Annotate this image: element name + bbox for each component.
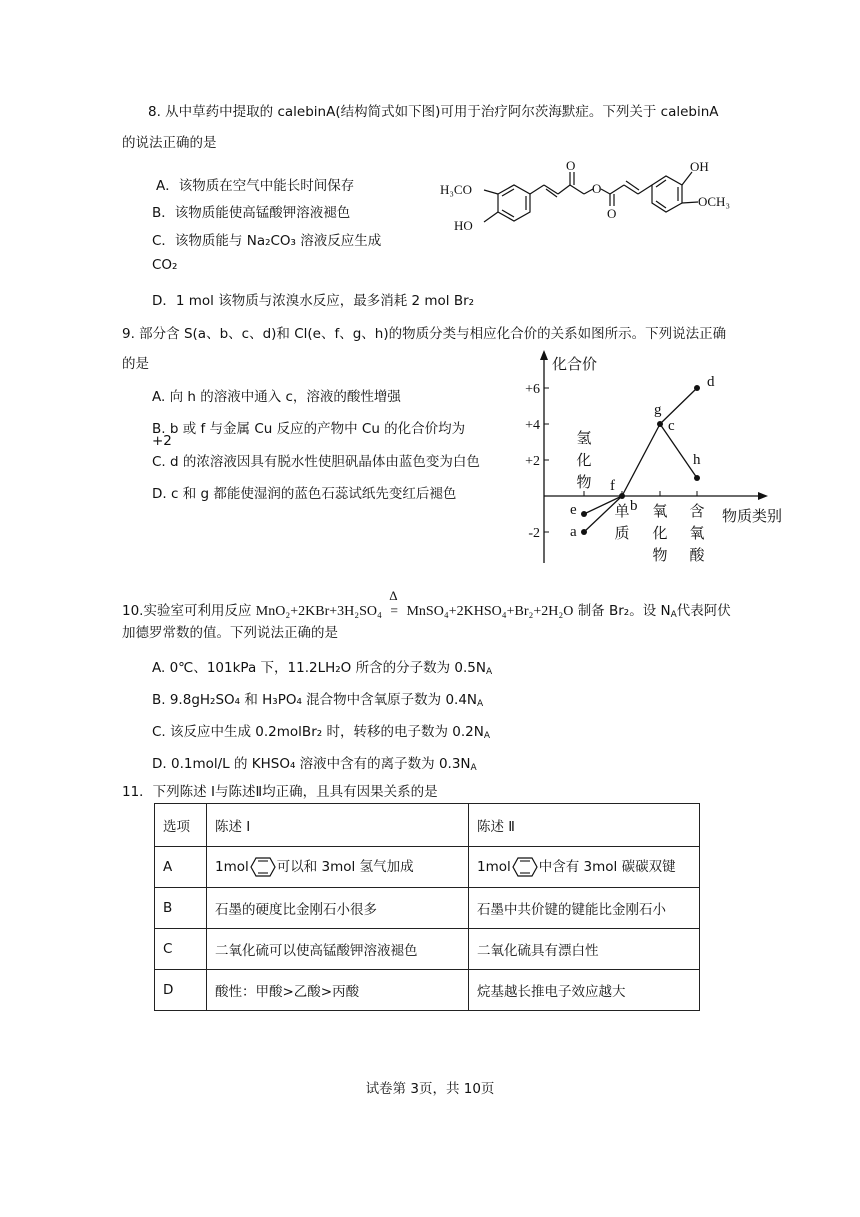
table-header-row <box>155 804 700 847</box>
category-label: 化 <box>576 451 592 469</box>
category-label: 氧 <box>689 524 705 542</box>
page-footer: 试卷第 3页，共 10页 <box>365 1081 495 1097</box>
category-label: 氢 <box>576 429 592 447</box>
statement-text: 可以和 3mol 氢气加成 <box>276 859 414 875</box>
row-option: A <box>155 847 207 888</box>
q8-option-a: A．该物质在空气中能长时间保存 <box>156 178 355 194</box>
category-label: 物 <box>576 473 592 491</box>
equals-sign: = <box>390 603 398 618</box>
table-row <box>155 970 700 1011</box>
q10-option-c <box>152 720 490 741</box>
y-tick-label: +2 <box>525 454 540 469</box>
q8-stem-line2: 的说法正确的是 <box>122 135 217 151</box>
valence-chart <box>510 348 800 566</box>
q9-stem-line1: 9. 部分含 S(a、b、c、d)和 Cl(e、f、g、h)的物质分类与相应化合价的关系如图所示。下列说法正确 <box>122 326 727 342</box>
point-label: c <box>668 418 675 434</box>
q10-stem-suffix2: 代表阿伏 <box>676 603 731 619</box>
y-tick-label: +4 <box>525 418 540 433</box>
q10-stem-suffix: 制备 Br₂。设 N <box>577 603 671 619</box>
table-row <box>155 847 700 888</box>
category-label: 单 <box>614 502 630 520</box>
table-row <box>155 888 700 929</box>
point-label: b <box>630 498 638 514</box>
x-axis-arrow <box>758 492 768 500</box>
struct-ester-co: O <box>607 206 617 221</box>
category-label: 氧 <box>652 502 668 520</box>
data-point <box>581 529 587 535</box>
q9-option-c: C. d 的浓溶液因具有脱水性使胆矾晶体由蓝色变为白色 <box>152 454 480 470</box>
header-option: 选项 <box>155 804 207 847</box>
q9-option-a: A. 向 h 的溶液中通入 c，溶液的酸性增强 <box>152 389 401 405</box>
struct-left-ho: HO <box>454 218 473 233</box>
data-point <box>657 421 663 427</box>
q9-option-b-cont: +2 <box>152 433 172 449</box>
q9-option-d: D. c 和 g 都能使湿润的蓝色石蕊试纸先变红后褪色 <box>152 486 457 502</box>
q10-reaction-left: MnO₂+2KBr+3H₂SO₄ <box>255 604 382 619</box>
q10-option-b-text: B. 9.8gH₂SO₄ 和 H₃PO₄ 混合物中含氧原子数为 0.4N <box>152 692 478 708</box>
point-label: a <box>570 524 577 540</box>
amount-text: 1mol <box>477 859 511 875</box>
connector-line <box>660 424 697 478</box>
point-label: f <box>610 478 615 494</box>
na-subscript: A <box>483 731 490 741</box>
q8-option-d: D．1 mol 该物质与浓溴水反应，最多消耗 2 mol Br₂ <box>152 293 475 309</box>
heat-symbol: Δ <box>389 588 398 603</box>
row-option: D <box>155 970 207 1011</box>
q10-option-d-text: D. 0.1mol/L 的 KHSO₄ 溶液中含有的离子数为 0.3N <box>152 756 471 772</box>
q10-reaction-condition <box>386 588 402 619</box>
struct-left-meo: H₃CO <box>440 182 472 197</box>
y-tick-label: +6 <box>525 382 540 397</box>
row-statement-1: 石墨的硬度比金刚石小很多 <box>207 888 469 929</box>
data-point <box>619 493 625 499</box>
category-label: 化 <box>652 524 668 542</box>
benzene-icon <box>250 855 276 879</box>
y-axis-arrow <box>540 350 548 360</box>
q11-stem: 11．下列陈述 Ⅰ与陈述Ⅱ均正确，且具有因果关系的是 <box>122 784 438 800</box>
row-statement-1 <box>207 847 469 888</box>
data-point <box>694 385 700 391</box>
q9-stem-line2: 的是 <box>122 356 149 372</box>
point-label: d <box>707 374 715 390</box>
y-axis-label: 化合价 <box>552 355 598 373</box>
q11-table <box>154 803 700 1011</box>
row-statement-2 <box>469 847 700 888</box>
q10-option-d <box>152 752 477 773</box>
category-label: 质 <box>614 524 630 542</box>
na-subscript: A <box>477 699 484 709</box>
point-label: e <box>570 502 577 518</box>
amount-text: 1mol <box>215 859 249 875</box>
statement-text: 中含有 3mol 碳碳双键 <box>538 859 676 875</box>
q10-stem-line2: 加德罗常数的值。下列说法正确的是 <box>122 625 338 641</box>
struct-right-och3: OCH₃ <box>698 194 730 209</box>
q8-option-c: C．该物质能与 Na₂CO₃ 溶液反应生成 <box>152 233 382 249</box>
y-tick-label: -2 <box>528 526 540 541</box>
data-point <box>694 475 700 481</box>
point-label: g <box>654 402 662 418</box>
row-statement-1: 酸性：甲酸>乙酸>丙酸 <box>207 970 469 1011</box>
header-statement-2: 陈述 Ⅱ <box>469 804 700 847</box>
row-statement-2: 烷基越长推电子效应越大 <box>469 970 700 1011</box>
row-option: B <box>155 888 207 929</box>
na-subscript: A <box>485 667 493 677</box>
q10-option-b <box>152 688 483 709</box>
connector-line <box>622 424 660 496</box>
struct-right-oh: OH <box>690 159 709 174</box>
struct-ester-o: O <box>592 181 602 196</box>
category-label: 含 <box>689 502 705 520</box>
q8-option-c-cont: CO₂ <box>152 257 178 273</box>
calebin-structure-diagram <box>436 152 776 238</box>
q10-stem-prefix: 10.实验室可利用反应 <box>122 603 252 619</box>
q10-option-a-text: A. 0℃、101kPa 下，11.2LH₂O 所含的分子数为 0.5N <box>152 660 486 676</box>
table-row <box>155 929 700 970</box>
category-label: 酸 <box>689 546 705 564</box>
header-statement-1: 陈述 Ⅰ <box>207 804 469 847</box>
x-axis-label: 物质类别 <box>722 507 783 525</box>
connector-line <box>660 388 697 424</box>
q8-stem-line1: 8. 从中草药中提取的 calebinA(结构简式如下图)可用于治疗阿尔茨海默症。下列关于 calebinA <box>148 104 719 120</box>
data-point <box>581 511 587 517</box>
row-statement-2: 二氧化硫具有漂白性 <box>469 929 700 970</box>
q9-option-b: B. b 或 f 与金属 Cu 反应的产物中 Cu 的化合价均为 <box>152 421 466 437</box>
row-statement-2: 石墨中共价键的键能比金刚石小 <box>469 888 700 929</box>
q10-option-c-text: C. 该反应中生成 0.2molBr₂ 时，转移的电子数为 0.2N <box>152 724 484 740</box>
q10-reaction-right: MnSO₄+2KHSO₄+Br₂+2H₂O <box>406 604 574 619</box>
benzene-icon <box>512 855 538 879</box>
na-subscript: A <box>670 610 677 620</box>
point-label: h <box>693 452 701 468</box>
na-subscript: A <box>470 763 477 773</box>
struct-ketone-o: O <box>566 158 576 173</box>
q10-stem-line1 <box>122 588 731 620</box>
q8-option-b: B．该物质能使高锰酸钾溶液褪色 <box>152 205 351 221</box>
category-label: 物 <box>652 546 668 564</box>
row-statement-1: 二氧化硫可以使高锰酸钾溶液褪色 <box>207 929 469 970</box>
q10-option-a <box>152 656 492 677</box>
row-option: C <box>155 929 207 970</box>
